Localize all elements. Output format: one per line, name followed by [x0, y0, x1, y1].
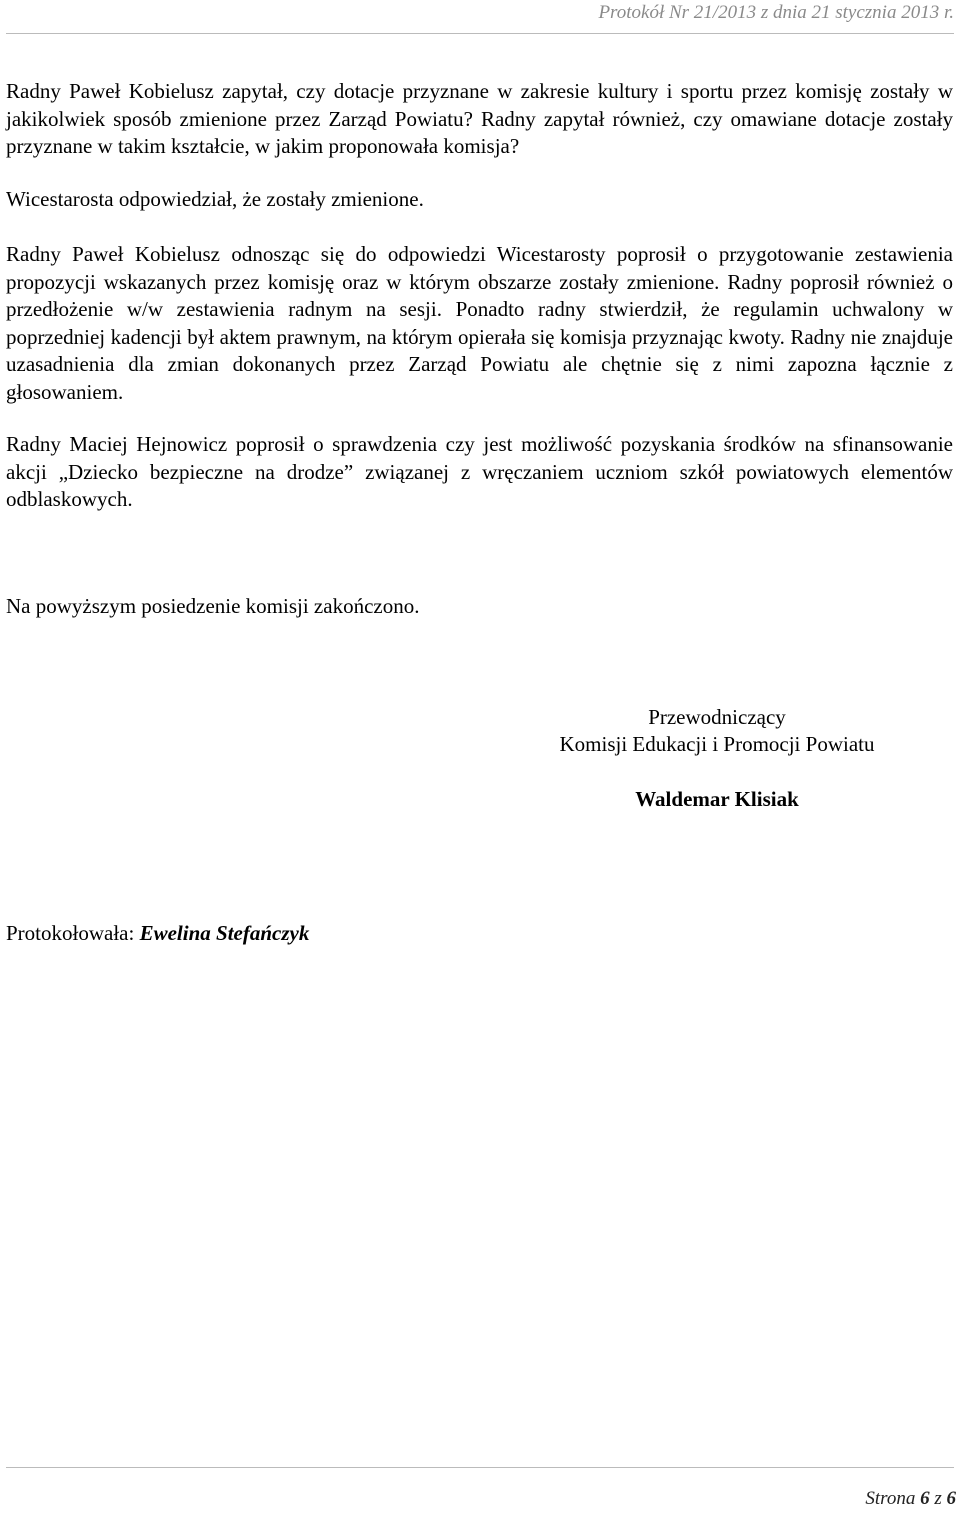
document-header-title: Protokół Nr 21/2013 z dnia 21 stycznia 2013 r.: [598, 2, 954, 23]
header-divider: [6, 33, 954, 34]
recorder-line: [6, 919, 309, 947]
paragraph-meeting-closed: Na powyższym posiedzenie komisji zakończono.: [6, 594, 420, 618]
signature-title: Przewodniczący: [648, 705, 786, 729]
signature-name: Waldemar Klisiak: [635, 787, 799, 811]
paragraph-hejnowicz-request: Radny Maciej Hejnowicz poprosił o sprawdzenia czy jest możliwość pozyskania środków na sfinansowanie akcji „Dziecko bezpieczne na drodze” związanej z wręczaniem uczniom szkół powiatowych elementów odblaskowych.: [6, 432, 953, 511]
page-current: 6: [920, 1488, 930, 1509]
footer-divider: [6, 1467, 954, 1468]
page-word: Strona: [865, 1488, 916, 1509]
page-total: 6: [946, 1488, 956, 1509]
paragraph-vice-starost-answer: Wicestarosta odpowiedział, że zostały zmienione.: [6, 187, 424, 211]
signature-organization: Komisji Edukacji i Promocji Powiatu: [559, 732, 875, 756]
recorder-name: Ewelina Stefańczyk: [139, 921, 310, 945]
paragraph-kobielusz-request: Radny Paweł Kobielusz odnosząc się do odpowiedzi Wicestarosty poprosił o przygotowanie zestawienia propozycji wskazanych przez komisję oraz w którym obszarze zostały zmienione. Radny poprosił również o przedłożenie w/w zestawienia radnym na sesji. Ponadto radny stwierdził, że regulamin uchwalony w poprzedniej kadencji był aktem prawnym, na którym opierała się komisja przyznając kwoty. Radny nie znajduje uzasadnienia dla zmian dokonanych przez Zarząd Powiatu ale chętnie się z nimi zapozna łącznie z głosowaniem.: [6, 242, 953, 404]
recorder-label: Protokołowała:: [6, 921, 135, 945]
page-of-word: z: [934, 1488, 942, 1509]
page-number: [865, 1488, 956, 1510]
paragraph-kobielusz-question: Radny Paweł Kobielusz zapytał, czy dotacje przyznane w zakresie kultury i sportu przez komisję zostały w jakikolwiek sposób zmienione przez Zarząd Powiatu? Radny zapytał również, czy omawiane dotacje zostały przyznane w takim kształcie, w jakim proponowała komisja?: [6, 79, 953, 158]
